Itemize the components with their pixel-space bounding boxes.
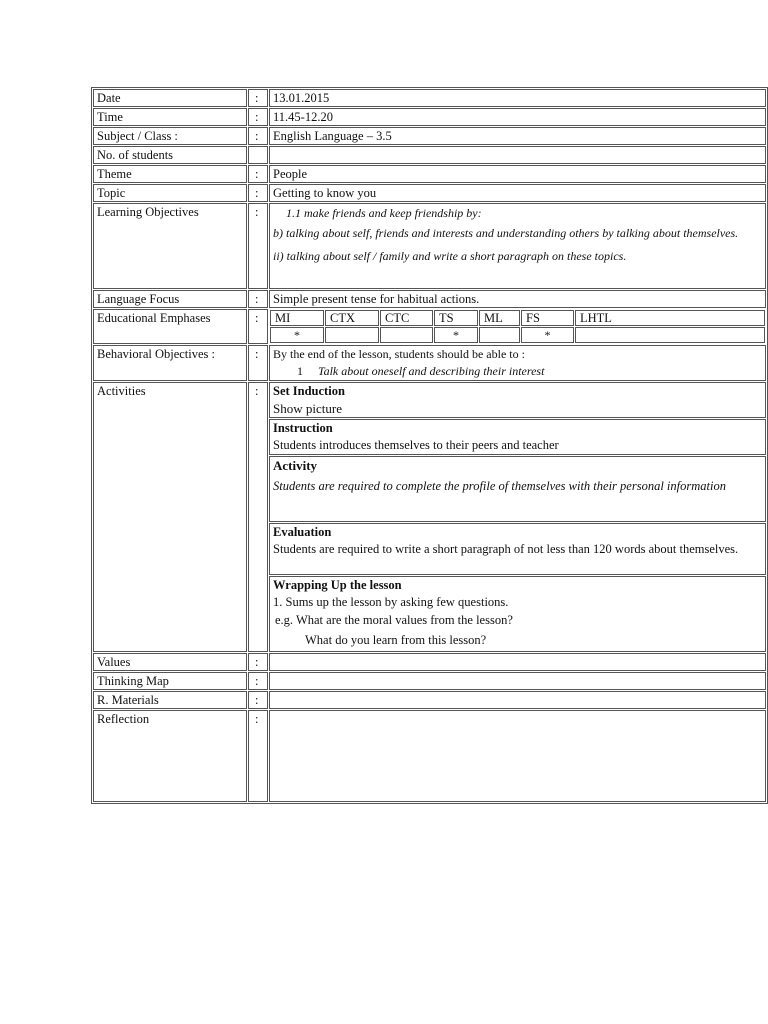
evaluation-block [269, 523, 766, 575]
value-date: 13.01.2015 [269, 89, 766, 107]
emphasis-mark: * [270, 327, 324, 343]
wrapping-up-line: 1. Sums up the lesson by asking few questions. [273, 595, 509, 609]
set-induction-block [269, 382, 766, 418]
label-behavioral-objectives: Behavioral Objectives : [93, 345, 247, 381]
value-language-focus: Simple present tense for habitual actions. [269, 290, 766, 308]
emphasis-header: FS [521, 310, 574, 326]
wrapping-up-line: e.g. What are the moral values from the lesson? [275, 613, 513, 627]
colon: : [248, 309, 268, 344]
colon: : [248, 672, 268, 690]
colon: : [248, 127, 268, 145]
label-materials: R. Materials [93, 691, 247, 709]
colon: : [248, 345, 268, 381]
row-date [93, 89, 766, 107]
set-induction-text: Show picture [273, 401, 342, 416]
value-behavioral-objectives [269, 345, 766, 381]
emphasis-header: TS [434, 310, 478, 326]
value-thinking-map [269, 672, 766, 690]
label-thinking-map: Thinking Map [93, 672, 247, 690]
row-students [93, 146, 766, 164]
objective-line: ii) talking about self / family and write a short paragraph on these topics. [273, 249, 627, 263]
value-materials [269, 691, 766, 709]
evaluation-text: Students are required to write a short paragraph of not less than 120 words about themselves. [273, 542, 739, 556]
value-reflection [269, 710, 766, 802]
colon: : [248, 290, 268, 308]
row-activities [93, 382, 766, 652]
activity-title: Activity [273, 458, 318, 473]
behavioral-item-number: 1 [297, 364, 303, 378]
instruction-text: Students introduces themselves to their peers and teacher [273, 438, 559, 452]
set-induction-title: Set Induction [273, 384, 345, 398]
row-reflection [93, 710, 766, 802]
emphasis-header: LHTL [575, 310, 765, 326]
row-behavioral-objectives [93, 345, 766, 381]
emphasis-mark: * [434, 327, 478, 343]
emphases-grid [269, 309, 766, 344]
evaluation-title: Evaluation [273, 525, 332, 539]
value-time: 11.45-12.20 [269, 108, 766, 126]
emphasis-mark: * [521, 327, 574, 343]
wrapping-up-title: Wrapping Up the lesson [273, 578, 402, 592]
activities-cell [269, 382, 766, 652]
instruction-title: Instruction [273, 421, 333, 435]
label-reflection: Reflection [93, 710, 247, 802]
wrapping-up-line: What do you learn from this lesson? [305, 633, 487, 647]
colon: : [248, 89, 268, 107]
behavioral-item [273, 363, 762, 380]
emphasis-header: ML [479, 310, 520, 326]
colon: : [248, 108, 268, 126]
row-educational-emphases [93, 309, 766, 344]
row-language-focus [93, 290, 766, 308]
colon: : [248, 165, 268, 183]
emphasis-header: CTC [380, 310, 433, 326]
label-theme: Theme [93, 165, 247, 183]
colon-empty [248, 146, 268, 164]
row-topic [93, 184, 766, 202]
label-language-focus: Language Focus [93, 290, 247, 308]
emphasis-mark [575, 327, 765, 343]
label-values: Values [93, 653, 247, 671]
row-learning-objectives [93, 203, 766, 289]
value-topic: Getting to know you [269, 184, 766, 202]
colon: : [248, 710, 268, 802]
behavioral-item-text: Talk about oneself and describing their interest [318, 364, 545, 378]
emphasis-mark [325, 327, 379, 343]
row-materials [93, 691, 766, 709]
emphases-mark-row [270, 327, 765, 343]
emphases-grid-cell [269, 309, 766, 344]
row-theme [93, 165, 766, 183]
emphasis-mark [479, 327, 520, 343]
emphasis-header: CTX [325, 310, 379, 326]
colon: : [248, 184, 268, 202]
behavioral-intro: By the end of the lesson, students should be able to : [273, 347, 525, 361]
value-learning-objectives [269, 203, 766, 289]
row-time [93, 108, 766, 126]
instruction-block [269, 419, 766, 455]
value-values [269, 653, 766, 671]
row-values [93, 653, 766, 671]
row-subject [93, 127, 766, 145]
label-educational-emphases: Educational Emphases [93, 309, 247, 344]
wrapping-up-block [269, 576, 766, 652]
lesson-plan-table [91, 87, 768, 804]
colon: : [248, 653, 268, 671]
label-students: No. of students [93, 146, 247, 164]
emphasis-header: MI [270, 310, 324, 326]
value-theme: People [269, 165, 766, 183]
label-time: Time [93, 108, 247, 126]
value-subject: English Language – 3.5 [269, 127, 766, 145]
colon: : [248, 203, 268, 289]
emphases-header-row [270, 310, 765, 326]
objective-line: b) talking about self, friends and interests and understanding others by talking about themselves. [273, 226, 739, 240]
objective-line: 1.1 make friends and keep friendship by: [286, 206, 482, 220]
colon: : [248, 382, 268, 652]
colon: : [248, 691, 268, 709]
activity-block [269, 456, 766, 522]
label-date: Date [93, 89, 247, 107]
label-activities: Activities [93, 382, 247, 652]
row-thinking-map [93, 672, 766, 690]
label-learning-objectives: Learning Objectives [93, 203, 247, 289]
emphasis-mark [380, 327, 433, 343]
activity-text: Students are required to complete the profile of themselves with their personal information [273, 479, 726, 493]
label-subject: Subject / Class : [93, 127, 247, 145]
value-students [269, 146, 766, 164]
label-topic: Topic [93, 184, 247, 202]
